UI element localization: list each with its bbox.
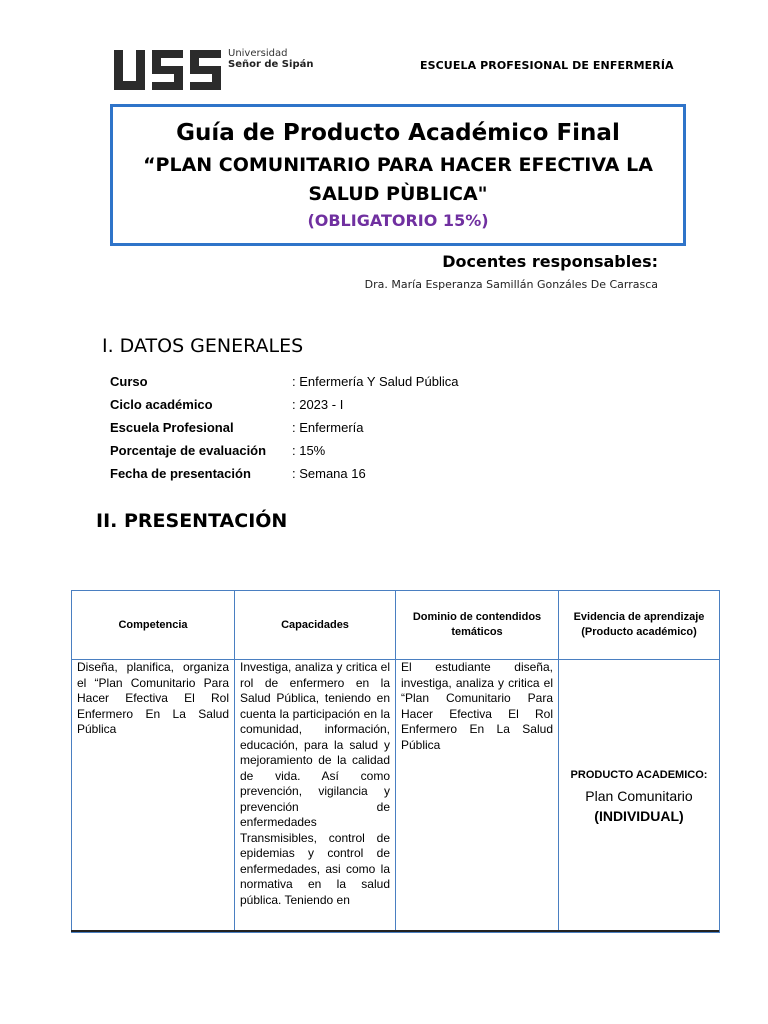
datos-label: Escuela Profesional bbox=[110, 420, 234, 435]
section-title-presentacion: II. PRESENTACIÓN bbox=[96, 510, 288, 532]
datos-row bbox=[110, 374, 570, 397]
header-capacidades: Capacidades bbox=[235, 591, 396, 660]
datos-value: : Enfermería bbox=[292, 420, 364, 435]
datos-value: : 15% bbox=[292, 443, 326, 458]
table-header-row bbox=[72, 591, 720, 660]
datos-generales-list bbox=[110, 374, 570, 489]
university-line-1: Universidad bbox=[228, 48, 288, 59]
mandatory-note: (OBLIGATORIO 15%) bbox=[307, 211, 489, 230]
cell-evidencia bbox=[559, 660, 720, 933]
datos-row bbox=[110, 443, 570, 466]
university-name bbox=[228, 48, 313, 70]
datos-value: : Enfermería Y Salud Pública bbox=[292, 374, 459, 389]
datos-label: Ciclo académico bbox=[110, 397, 213, 412]
title-box bbox=[110, 104, 686, 246]
evidencia-heading: PRODUCTO ACADEMICO: bbox=[570, 768, 708, 781]
docentes-label: Docentes responsables: bbox=[442, 252, 658, 271]
datos-label: Fecha de presentación bbox=[110, 466, 251, 481]
table-bottom-border bbox=[71, 930, 719, 932]
school-name: ESCUELA PROFESIONAL DE ENFERMERÍA bbox=[420, 59, 674, 72]
table-row bbox=[72, 660, 720, 933]
university-line-2: Señor de Sipán bbox=[228, 59, 314, 70]
datos-value: : 2023 - I bbox=[292, 397, 344, 412]
section-title-datos-generales: I. DATOS GENERALES bbox=[102, 335, 304, 357]
uss-logo-mark bbox=[114, 50, 222, 92]
uss-logo bbox=[114, 48, 314, 93]
datos-value: : Semana 16 bbox=[292, 466, 366, 481]
document-subtitle: “PLAN COMUNITARIO PARA HACER EFECTIVA LA SALUD PÙBLICA" bbox=[143, 154, 653, 205]
datos-row bbox=[110, 397, 570, 420]
cell-dominio: El estudiante diseña, investiga, analiza y critica el “Plan Comunitario Para Hacer Efectiva El Rol Enfermero En La Salud Pública bbox=[396, 660, 559, 933]
competencias-table bbox=[71, 590, 720, 933]
datos-row bbox=[110, 466, 570, 489]
cell-competencia: Diseña, planifica, organiza el “Plan Comunitario Para Hacer Efectiva El Rol Enfermero En La Salud Pública bbox=[72, 660, 235, 933]
cell-capacidades: Investiga, analiza y critica el rol de enfermero en la Salud Pública, teniendo en cuenta la participación en la comunidad, información, educación, para la salud y mejoramiento de la calidad de vida. Así como prevención, vigilancia y prevención de enfermedades Transmisibles, control de epidemias y control de enfermedades, asi como la normativa en la salud pública. Teniendo en bbox=[235, 660, 396, 933]
datos-label: Porcentaje de evaluación bbox=[110, 443, 267, 458]
header-evidencia: Evidencia de aprendizaje (Producto académico) bbox=[559, 591, 720, 660]
datos-label: Curso bbox=[110, 374, 148, 389]
evidencia-product: Plan Comunitario bbox=[585, 788, 693, 805]
evidencia-type: (INDIVIDUAL) bbox=[594, 807, 684, 824]
header-dominio: Dominio de contendidos temáticos bbox=[396, 591, 559, 660]
header-competencia: Competencia bbox=[72, 591, 235, 660]
docente-name: Dra. María Esperanza Samillán Gonzáles De Carrasca bbox=[364, 278, 658, 291]
document-title: Guía de Producto Académico Final bbox=[176, 120, 620, 146]
datos-row bbox=[110, 420, 570, 443]
